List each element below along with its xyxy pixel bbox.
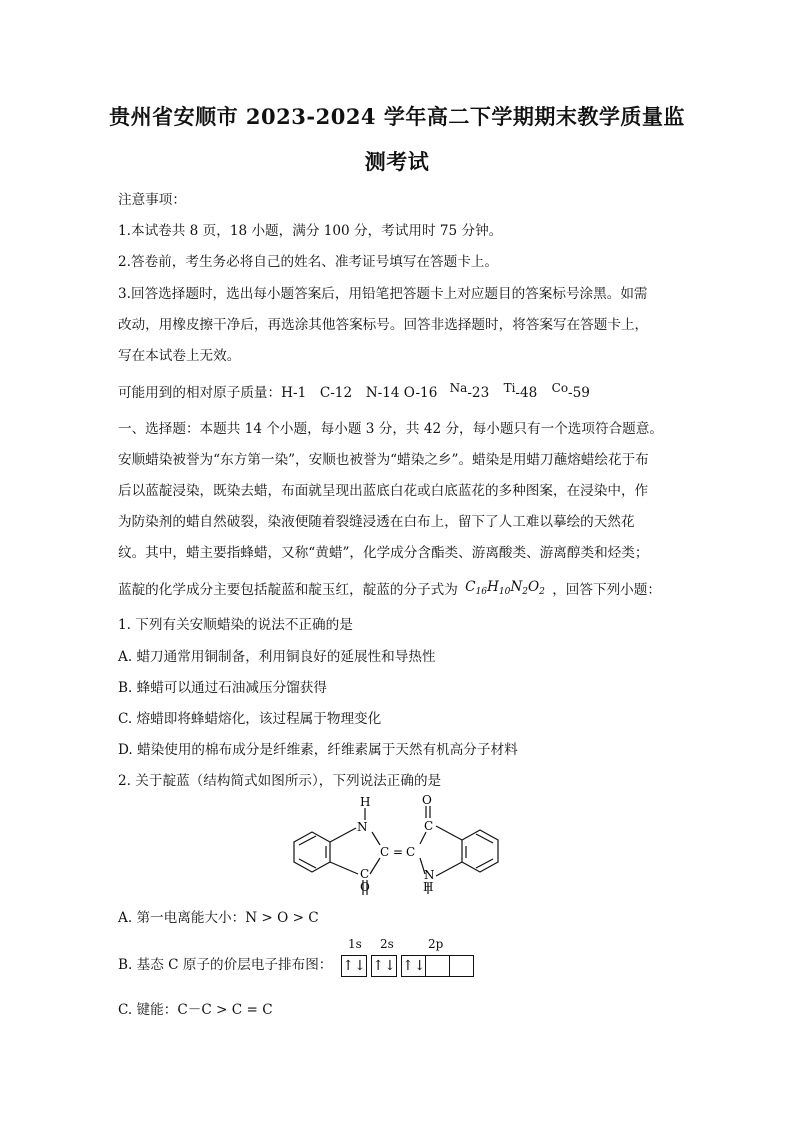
atom-n-left: N — [357, 820, 368, 834]
passage-line: 纹。其中，蜡主要指蜂蜡，又称“黄蜡”，化学成分含酯类、游离酸类、游离醇类和烃类； — [118, 545, 649, 561]
atom-c1: C — [380, 845, 390, 859]
passage-line: 安顺蜡染被誉为“东方第一染”，安顺也被誉为“蜡染之乡”。蜡染是用蜡刀蘸熔蜡绘花于布 — [118, 452, 649, 468]
bond-double: = — [393, 845, 404, 859]
passage-line: 为防染剂的蜡自然破裂，染液便随着裂缝浸透在白布上，留下了人工难以摹绘的天然花 — [118, 514, 635, 530]
indigo-structure-diagram — [0, 790, 794, 900]
electron-arrows — [426, 956, 450, 976]
atom-c3: C — [424, 819, 434, 833]
notice-heading: 注意事项： — [118, 192, 186, 208]
electron-arrows: ↑↓ — [342, 958, 366, 974]
question-2-stem: 2. 关于靛蓝（结构简式如图所示），下列说法正确的是 — [118, 773, 442, 789]
mass-ti: -48 — [515, 385, 538, 401]
passage-line: 蓝靛的化学成分主要包括靛蓝和靛玉红，靛蓝的分子式为 $C_{16}H_{10}N_2O_2$ ，回答下列小题： — [118, 579, 661, 598]
element-ti: Ti — [503, 381, 516, 395]
q2-option-b: B. 基态 C 原子的价层电子排布图： — [118, 957, 333, 973]
mass-na: -23 — [467, 385, 490, 401]
electron-arrows: ↑↓ — [372, 958, 396, 974]
orbital-label-1s: 1s — [348, 937, 362, 951]
element-na: Na — [449, 381, 468, 395]
notice-item: 2.答卷前，考生务必将自己的姓名、准考证号填写在答题卡上。 — [118, 254, 498, 270]
question-1-stem: 1. 下列有关安顺蜡染的说法不正确的是 — [118, 617, 353, 633]
atom-n-right: N — [424, 868, 435, 882]
electron-arrows: ↑↓ — [402, 958, 426, 974]
q1-option-c: C. 熔蜡即将蜂蜡熔化，该过程属于物理变化 — [118, 711, 382, 727]
notice-item: 3.回答选择题时，选出每小题答案后，用铅笔把答题卡上对应题目的答案标号涂黑。如需 — [118, 286, 648, 302]
q1-option-b: B. 蜂蜡可以通过石油减压分馏获得 — [118, 680, 327, 696]
atom-c4: C — [360, 867, 370, 881]
notice-item: 1.本试卷共 8 页，18 小题，满分 100 分，考试用时 75 分钟。 — [118, 223, 503, 239]
orbital-label-2p: 2p — [428, 937, 444, 951]
passage-line: 后以蓝靛浸染，既染去蜡，布面就呈现出蓝底白花或白底蓝花的多种图案，在浸染中，作 — [118, 483, 649, 499]
q2-option-c: C. 键能：C－C > C = C — [118, 1002, 273, 1018]
notice-item: 改动，用橡皮擦干净后，再选涂其他答案标号。回答非选择题时，将答案写在答题卡上， — [118, 317, 649, 333]
atom-c2: C — [406, 845, 416, 859]
q1-option-a: A. 蜡刀通常用铜制备，利用铜良好的延展性和导热性 — [118, 649, 436, 665]
atom-o-top: O — [422, 793, 432, 807]
orbital-box-1s — [341, 955, 367, 977]
element-co: Co — [551, 381, 569, 395]
atomic-masses-label: 可能用到的相对原子质量：H-1 C-12 N-14 O-16 — [118, 385, 438, 401]
q2-option-a: A. 第一电离能大小：N > O > C — [118, 910, 319, 926]
notice-item: 写在本试卷上无效。 — [118, 348, 241, 364]
atomic-masses — [118, 381, 590, 401]
mass-co: -59 — [568, 385, 590, 401]
exam-title-line2: 测考试 — [364, 149, 430, 174]
indigo-formula: $C_{16}H_{10}N_2O_2$ — [465, 579, 545, 597]
atom-o-bottom-label: O — [360, 880, 370, 894]
atom-h-bottom-label: H — [423, 880, 434, 894]
q1-option-d: D. 蜡染使用的棉布成分是纤维素，纤维素属于天然有机高分子材料 — [118, 742, 518, 758]
orbital-label-2s: 2s — [380, 937, 394, 951]
electron-arrows — [450, 956, 474, 976]
orbital-box-2s — [371, 955, 397, 977]
orbital-box-2p — [401, 955, 474, 977]
exam-title-line1: 贵州省安顺市 2023-2024 学年高二下学期期末教学质量监 — [109, 104, 685, 129]
section-header: 一、选择题：本题共 14 个小题，每小题 3 分，共 42 分，每小题只有一个选项符合题意。 — [118, 421, 663, 437]
atom-h-top: H — [360, 795, 371, 809]
